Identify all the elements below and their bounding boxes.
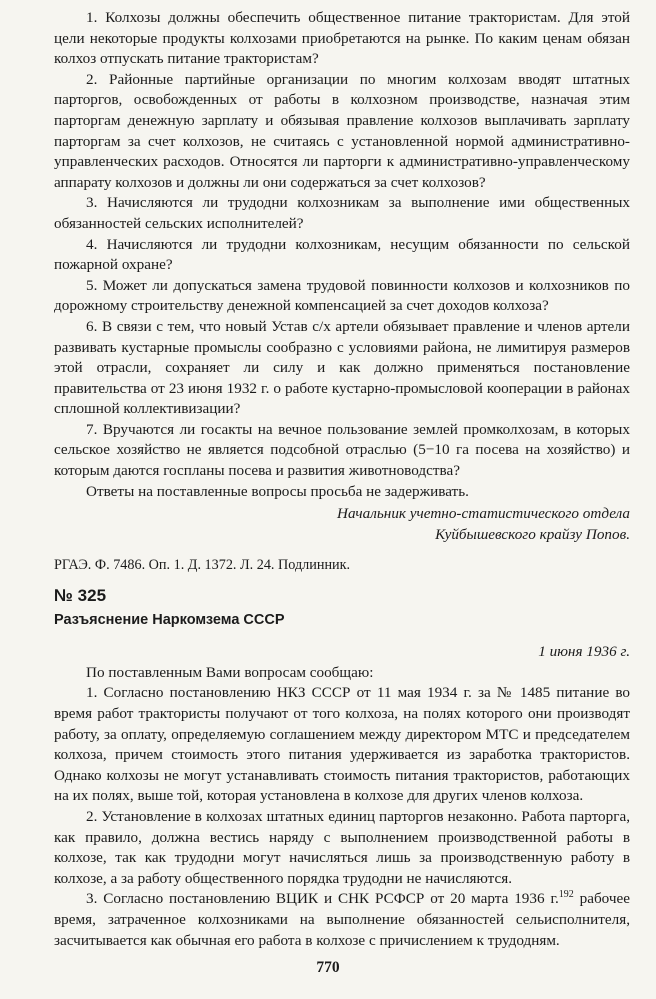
archive-source: РГАЭ. Ф. 7486. Оп. 1. Д. 1372. Л. 24. Подлинник.: [54, 557, 351, 574]
answer-3-rest: рабочее время, затраченное колхозниками на выполнение обязанностей сельисполнителя, засчитывается как обычная его работа в колхозе с причислением к трудодням.: [54, 890, 631, 949]
question-5: 5. Может ли допускаться замена трудовой повинности колхозов и колхозников по дорожному строительству денежной компенсацией за счет доходов колхоза?: [54, 276, 630, 315]
page-number: 770: [316, 959, 340, 976]
signature-name: Куйбышевского крайзу Попов.: [435, 525, 630, 543]
signature-title: Начальник учетно-статистического отдела: [337, 505, 630, 523]
question-1: 1. Колхозы должны обеспечить общественное питание трактористам. Для этой цели некоторые продукты колхозами приобретаются на рынке. По каким ценам обязан колхоз отпускать питание трактористам?: [54, 9, 630, 68]
document-title: Разъяснение Наркомзема СССР: [54, 611, 285, 628]
intro-line: По поставленным Вами вопросам сообщаю:: [86, 663, 374, 681]
answer-3-text: 3. Согласно постановлению ВЦИК и СНК РСФСР от 20 марта 1936 г.: [86, 890, 559, 908]
document-date: 1 июня 1936 г.: [538, 643, 630, 661]
question-7: 7. Вручаются ли госакты на вечное пользование землей промколхозам, в которых сельское хозяйство не является подсобной отраслью (5−10 га посева на хозяйство) и которым даются госпланы посева и развития животноводства?: [54, 420, 630, 480]
closing-request: Ответы на поставленные вопросы просьба не задерживать.: [86, 482, 469, 500]
answer-3: [54, 889, 630, 951]
document-number: № 325: [54, 586, 107, 606]
answer-1: 1. Согласно постановлению НКЗ СССР от 11 мая 1934 г. за № 1485 питание во время работ трактористы получают от того колхоза, на полях которого они производят работу, за оплату, определяемую соглашением между директором МТС и председателем колхоза, причем стоимость этого питания удерживается из заработка трактористов. Однако колхозы не могут устанавливать стоимость питания трактористов, работающих на их полях, выше той, которая установлена в колхозе для других членов колхоза.: [54, 684, 630, 805]
answer-2: 2. Установление в колхозах штатных единиц парторгов незаконно. Работа парторга, как правило, должна вестись наряду с выполнением производственной работы в колхозе, так как трудодни могут начисляться лишь за производственную работу в колхозе, а за работу общественного порядка трудодни не начисляются.: [54, 807, 630, 887]
footnote-ref: 192: [558, 889, 574, 901]
question-3: 3. Начисляются ли трудодни колхозникам за выполнение ими общественных обязанностей сельских исполнителей?: [54, 194, 630, 232]
document-page: [54, 8, 630, 951]
question-4: 4. Начисляются ли трудодни колхозникам, несущим обязанности по сельской пожарной охране?: [54, 235, 630, 274]
question-2: 2. Районные партийные организации по многим колхозам вводят штатных парторгов, освобожденных от работы в колхозном производстве, назначая этим парторгам денежную зарплату и обязывая правление колхозов выплачивать зарплату парторгам за счет колхозов, не считаясь с установленной нормой административно-управленческих расходов. Относятся ли парторги к административно-управленческому аппарату колхозов и должны ли они содержаться за счет колхозов?: [54, 70, 630, 191]
question-6: 6. В связи с тем, что новый Устав с/х артели обязывает правление и членов артели развивать кустарные промыслы сообразно с условиями района, не лимитируя размеров этой отрасли, сохраняет ли силу и как должно применяться постановление правительства от 23 июня 1932 г. о работе кустарно-промысловой кооперации в районах сплошной коллективизации?: [54, 317, 630, 418]
